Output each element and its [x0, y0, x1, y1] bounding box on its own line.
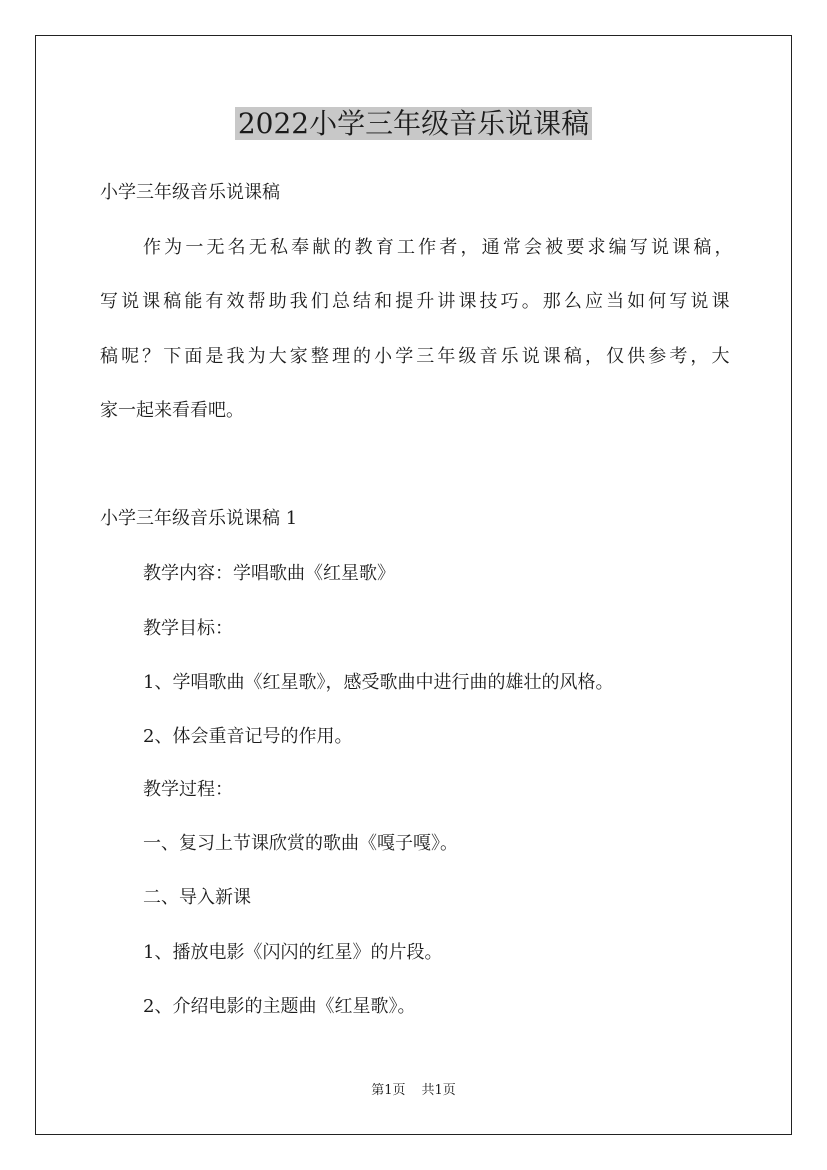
document-subtitle: 小学三年级音乐说课稿 [100, 182, 280, 203]
intro-paragraph-line: 作为一无名无私奉献的教育工作者，通常会被要求编写说课稿， [143, 237, 733, 258]
body-line: 一、复习上节课欣赏的歌曲《嘎子嘎》。 [143, 833, 458, 854]
page-number: 第1页 [371, 1083, 406, 1098]
body-line: 教学内容：学唱歌曲《红星歌》 [143, 563, 395, 584]
body-line: 教学过程： [143, 779, 233, 800]
document-title: 2022小学三年级音乐说课稿 [0, 104, 827, 144]
body-line: 1、播放电影《闪闪的红星》的片段。 [143, 942, 443, 963]
page-total: 共1页 [421, 1083, 456, 1098]
body-line: 1、学唱歌曲《红星歌》，感受歌曲中进行曲的雄壮的风格。 [143, 672, 614, 693]
body-line: 2、体会重音记号的作用。 [143, 726, 353, 747]
page-footer [0, 1081, 827, 1101]
body-line: 教学目标： [143, 618, 233, 639]
intro-paragraph-line: 写说课稿能有效帮助我们总结和提升讲课技巧。那么应当如何写说课 [100, 291, 730, 312]
body-line: 二、导入新课 [143, 887, 251, 908]
intro-paragraph-line: 稿呢？下面是我为大家整理的小学三年级音乐说课稿，仅供参考，大 [100, 346, 730, 367]
body-line: 2、介绍电影的主题曲《红星歌》。 [143, 996, 416, 1017]
intro-paragraph-line: 家一起来看看吧。 [100, 400, 244, 421]
section-heading: 小学三年级音乐说课稿 1 [100, 508, 298, 529]
